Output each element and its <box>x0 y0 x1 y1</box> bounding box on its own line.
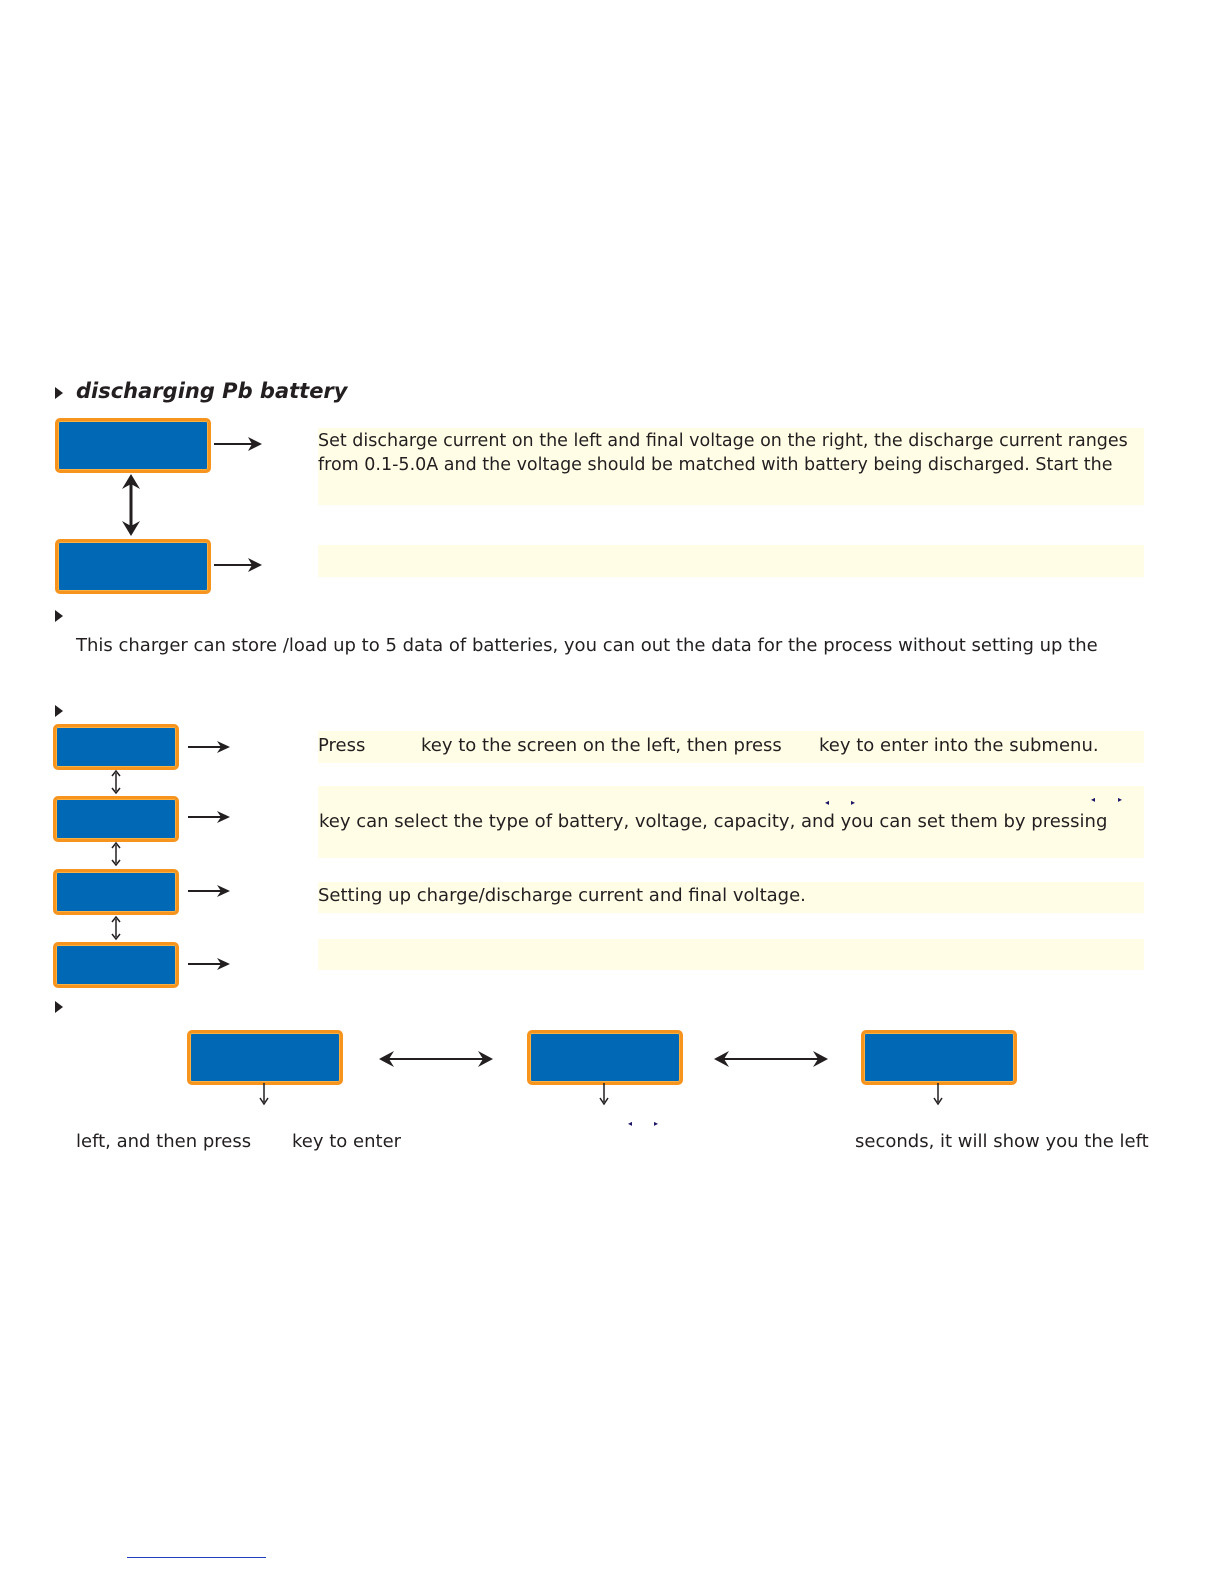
up-down-arrow-icon <box>109 842 123 866</box>
step1-press-label: Press <box>318 735 366 756</box>
lcd-screen-load-2 <box>527 1030 683 1085</box>
lcd-screen-load-1 <box>187 1030 343 1085</box>
step3-description: Setting up charge/discharge current and final voltage. <box>318 885 806 906</box>
lcd-screen-step2 <box>53 796 179 842</box>
right-arrow-icon <box>214 557 264 573</box>
right-arrow-icon <box>188 740 232 754</box>
discharge-note-line2: from 0.1-5.0A and the voltage should be matched with battery being discharged. Start the <box>318 455 1113 475</box>
lcd-screen-step1 <box>53 724 179 770</box>
lcd-screen-step4 <box>53 942 179 988</box>
left-key-icon: ◂ <box>628 1119 633 1128</box>
down-arrow-icon <box>598 1083 610 1105</box>
right-arrow-icon <box>188 884 232 898</box>
right-key-icon: ▸ <box>1118 795 1123 804</box>
section-bullet-icon <box>55 705 63 717</box>
step1-end-label: key to enter into the submenu. <box>819 735 1099 756</box>
discharge-note-line1: Set discharge current on the left and final voltage on the right, the discharge current ranges <box>318 431 1128 451</box>
section-bullet-icon <box>55 1001 63 1013</box>
lcd-screen-discharge-setting <box>55 418 211 473</box>
down-arrow-icon <box>258 1083 270 1105</box>
load-left-text-a: left, and then press <box>76 1131 252 1152</box>
down-arrow-icon <box>932 1083 944 1105</box>
section-bullet-icon <box>55 387 63 399</box>
discharge-running-note-box <box>318 545 1144 577</box>
step1-mid-label: key to the screen on the left, then press <box>421 735 782 756</box>
section-bullet-icon <box>55 610 63 622</box>
load-left-text-b: key to enter <box>292 1131 402 1152</box>
up-down-arrow-icon <box>109 916 123 940</box>
left-key-icon: ◂ <box>825 798 830 807</box>
section-title: discharging Pb battery <box>76 379 348 403</box>
left-right-arrow-icon <box>713 1050 829 1068</box>
lcd-screen-discharge-running <box>55 539 211 594</box>
right-key-icon: ▸ <box>654 1119 659 1128</box>
step4-note-box <box>318 939 1144 970</box>
right-arrow-icon <box>188 810 232 824</box>
lcd-screen-load-3 <box>861 1030 1017 1085</box>
footer-link-underline <box>127 1557 266 1558</box>
load-right-text: seconds, it will show you the left <box>855 1131 1149 1152</box>
left-key-icon: ◂ <box>1091 795 1096 804</box>
right-arrow-icon <box>214 436 264 452</box>
right-arrow-icon <box>188 957 232 971</box>
lcd-screen-step3 <box>53 869 179 915</box>
right-key-icon: ▸ <box>851 798 856 807</box>
left-right-arrow-icon <box>378 1050 494 1068</box>
storage-description: This charger can store /load up to 5 data of batteries, you can out the data for the process without setting up the <box>76 635 1098 656</box>
up-down-arrow-icon <box>109 770 123 794</box>
up-down-arrow-icon <box>120 473 142 537</box>
step2-description: key can select the type of battery, voltage, capacity, and you can set them by pressing <box>319 811 1108 832</box>
